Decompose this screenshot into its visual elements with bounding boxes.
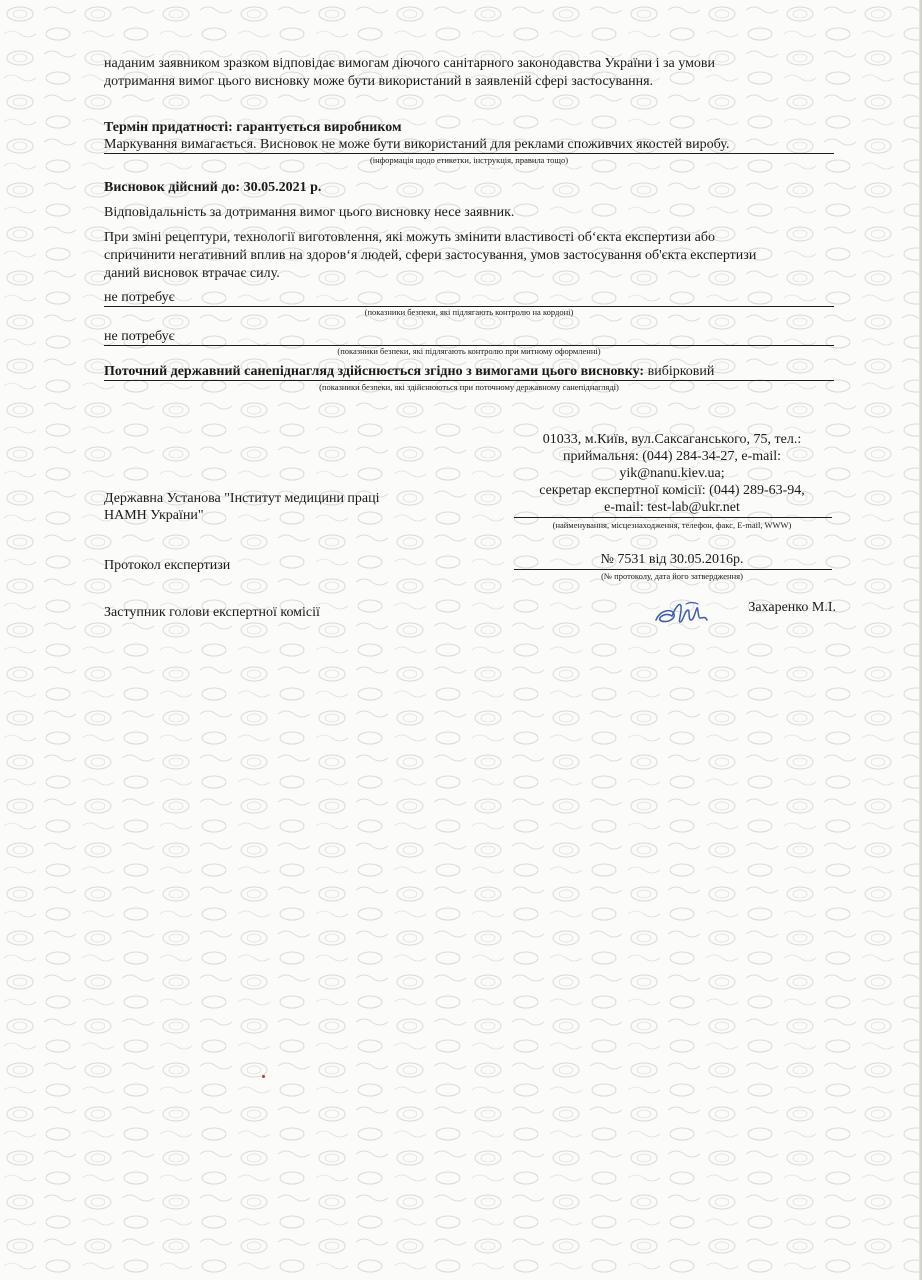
shelf-life-title: Термін придатності: гарантується виробником (104, 120, 402, 135)
marking-text: Маркування вимагається. Висновок не може бути використаний для реклами споживчих якостей виробу. (104, 137, 730, 152)
supervision-label: Поточний державний санепіднагляд здійснюється згідно з вимогами цього висновку: (104, 364, 645, 379)
customs-control-caption: (показники безпеки, які підлягають контролю при митному оформленні) (337, 346, 601, 356)
protocol-label: Протокол експертизи (104, 558, 231, 573)
signatory-role: Заступник голови експертної комісії (104, 605, 320, 620)
intro-line-1: наданим заявником зразком відповідає вимогам діючого санітарного законодавства України і за умови (104, 56, 716, 71)
validity-date: Висновок дійсний до: 30.05.2021 р. (104, 180, 322, 195)
recipe-change-line-3: даний висновок втрачає силу. (104, 266, 280, 281)
address-line-1: 01033, м.Київ, вул.Саксаганського, 75, тел.: (542, 432, 802, 447)
protocol-caption: (№ протоколу, дата його затвердження) (601, 571, 743, 581)
supervision-caption: (показники безпеки, які здійснюються при поточному державному санепіднагляді) (319, 382, 619, 392)
signatory-name: Захаренко М.І. (748, 600, 836, 615)
protocol-underline (514, 569, 832, 570)
intro-line-2: дотримання вимог цього висновку може бути використаний в заявленій сфері застосування. (104, 74, 654, 89)
supervision-line (104, 362, 714, 382)
border-control-caption: (показники безпеки, які підлягають контролю на кордоні) (364, 307, 574, 317)
address-caption: (найменування, місцезнаходження, телефон, факс, E-mail, WWW) (552, 520, 792, 530)
supervision-value: вибірковий (647, 364, 715, 379)
institution-name-line-2: НАМН України" (104, 508, 204, 523)
responsibility-text: Відповідальність за дотримання вимог цього висновку несе заявник. (104, 205, 515, 220)
border-control-value: не потребує (104, 290, 175, 305)
address-line-3: yik@nanu.kiev.ua; (619, 466, 725, 481)
recipe-change-line-2: спричинити негативний вплив на здоров‘я людей, сфери застосування, умов застосування об'єкта експертизи (104, 248, 757, 263)
marking-caption: (інформація щодо етикетки, інструкція, правила тощо) (369, 155, 569, 165)
stray-mark (262, 1075, 265, 1078)
recipe-change-line-1: При зміні рецептури, технології виготовлення, які можуть змінити властивості об‘єкта експертизи або (104, 230, 715, 245)
institution-name-line-1: Державна Установа "Інститут медицини праці (104, 491, 380, 506)
address-line-5: e-mail: test-lab@ukr.net (604, 500, 740, 515)
address-line-2: приймальня: (044) 284-34-27, e-mail: (562, 449, 782, 464)
marking-underline (104, 153, 834, 154)
protocol-value: № 7531 від 30.05.2016р. (600, 552, 744, 567)
address-line-4: секретар експертної комісії: (044) 289-63-94, (539, 483, 805, 498)
customs-control-value: не потребує (104, 329, 175, 344)
address-underline (514, 517, 832, 518)
supervision-underline (104, 380, 834, 381)
